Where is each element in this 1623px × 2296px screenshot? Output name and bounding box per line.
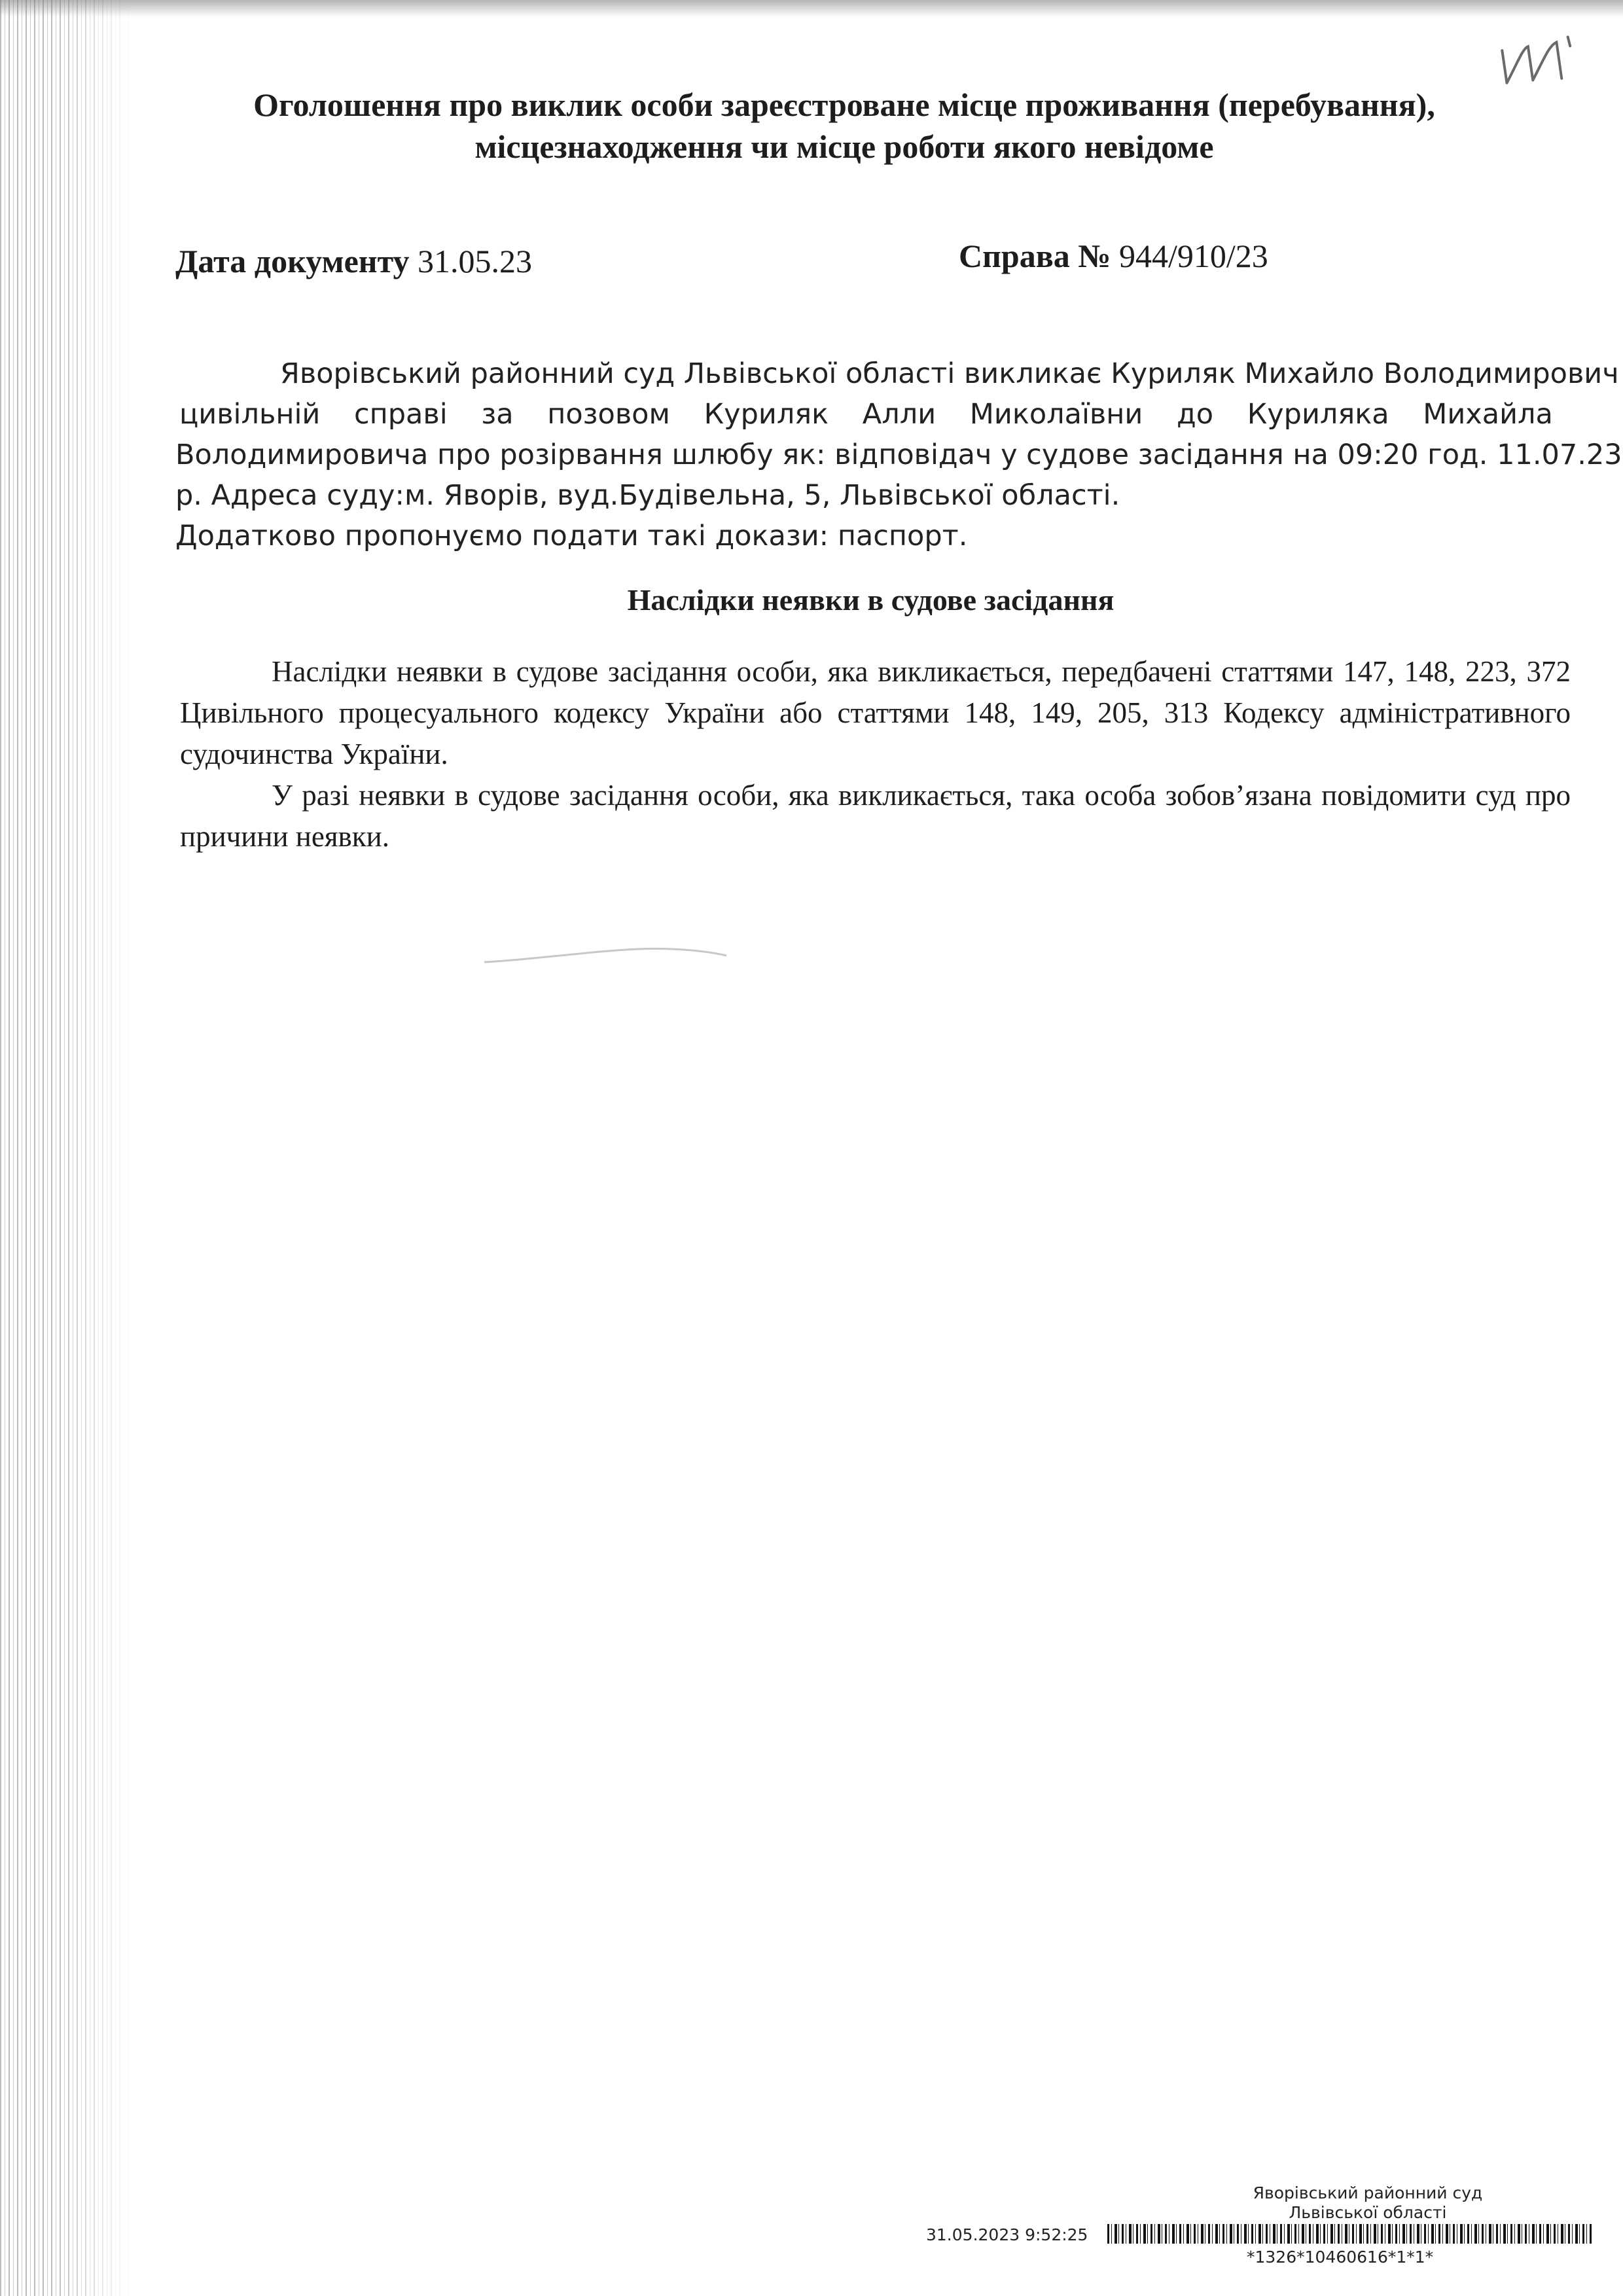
handwritten-mark-icon: [1495, 27, 1599, 90]
title-line-2: місцезнаходження чи місце роботи якого невідоме: [474, 128, 1214, 165]
summons-line: цивільній справі за позовом Куриляк Алли Миколаївни до Куриляка Михайла: [179, 398, 1553, 431]
section-heading: Наслідки неявки в судове засідання: [627, 583, 1115, 617]
handwritten-page-mark: [1495, 27, 1600, 102]
court-stamp-line-1: Яворівський районний суд: [1253, 2183, 1483, 2202]
summons-paragraph: [175, 353, 1622, 556]
scan-top-artifact: [0, 0, 1623, 17]
case-label: Справа №: [959, 238, 1111, 274]
summons-line: Володимировича про розірвання шлюбу як: відповідач у судове засідання на 09:20 год. 11.07.23: [175, 439, 1622, 471]
consequences-paragraph-1: Наслідки неявки в судове засідання особи, яка викликається, передбачені статтями 147, 148, 223, 372 Цивільного процесуального кодексу України або статтями 148, 149, 205, 313 Кодексу адміністративного судочинства України.: [180, 655, 1571, 770]
registration-timestamp: 31.05.2023 9:52:25: [926, 2225, 1088, 2244]
court-stamp: [1230, 2183, 1505, 2223]
barcode: [1107, 2224, 1592, 2244]
consequences-paragraph-2: У разі неявки в судове засідання особи, яка викликається, така особа зобов’язана повідомити суд про причини неявки.: [180, 779, 1571, 853]
consequences-text: [180, 651, 1571, 857]
summons-line: р. Адреса суду:м. Яворів, вуд.Будівельна, 5, Львівської області.: [175, 479, 1120, 512]
date-label: Дата документу: [175, 243, 410, 279]
summons-line: Яворівський районний суд Львівської області викликає Куриляк Михайло Володимирович: [280, 357, 1619, 390]
scan-edge-artifact: [0, 0, 131, 2296]
summons-line: Додатково пропонуємо подати такі докази: паспорт.: [175, 520, 968, 552]
document-title: [196, 84, 1492, 168]
court-stamp-line-2: Львівської області: [1289, 2203, 1447, 2222]
barcode-code: *1326*10460616*1*1*: [1247, 2248, 1434, 2267]
document-date: [175, 242, 532, 280]
case-value: 944/910/23: [1118, 238, 1268, 274]
faint-signature-mark: [481, 942, 730, 969]
title-line-1: Оголошення про виклик особи зареєстроване місце проживання (перебування),: [253, 86, 1435, 123]
case-number: [959, 237, 1268, 275]
date-value: 31.05.23: [417, 243, 532, 279]
